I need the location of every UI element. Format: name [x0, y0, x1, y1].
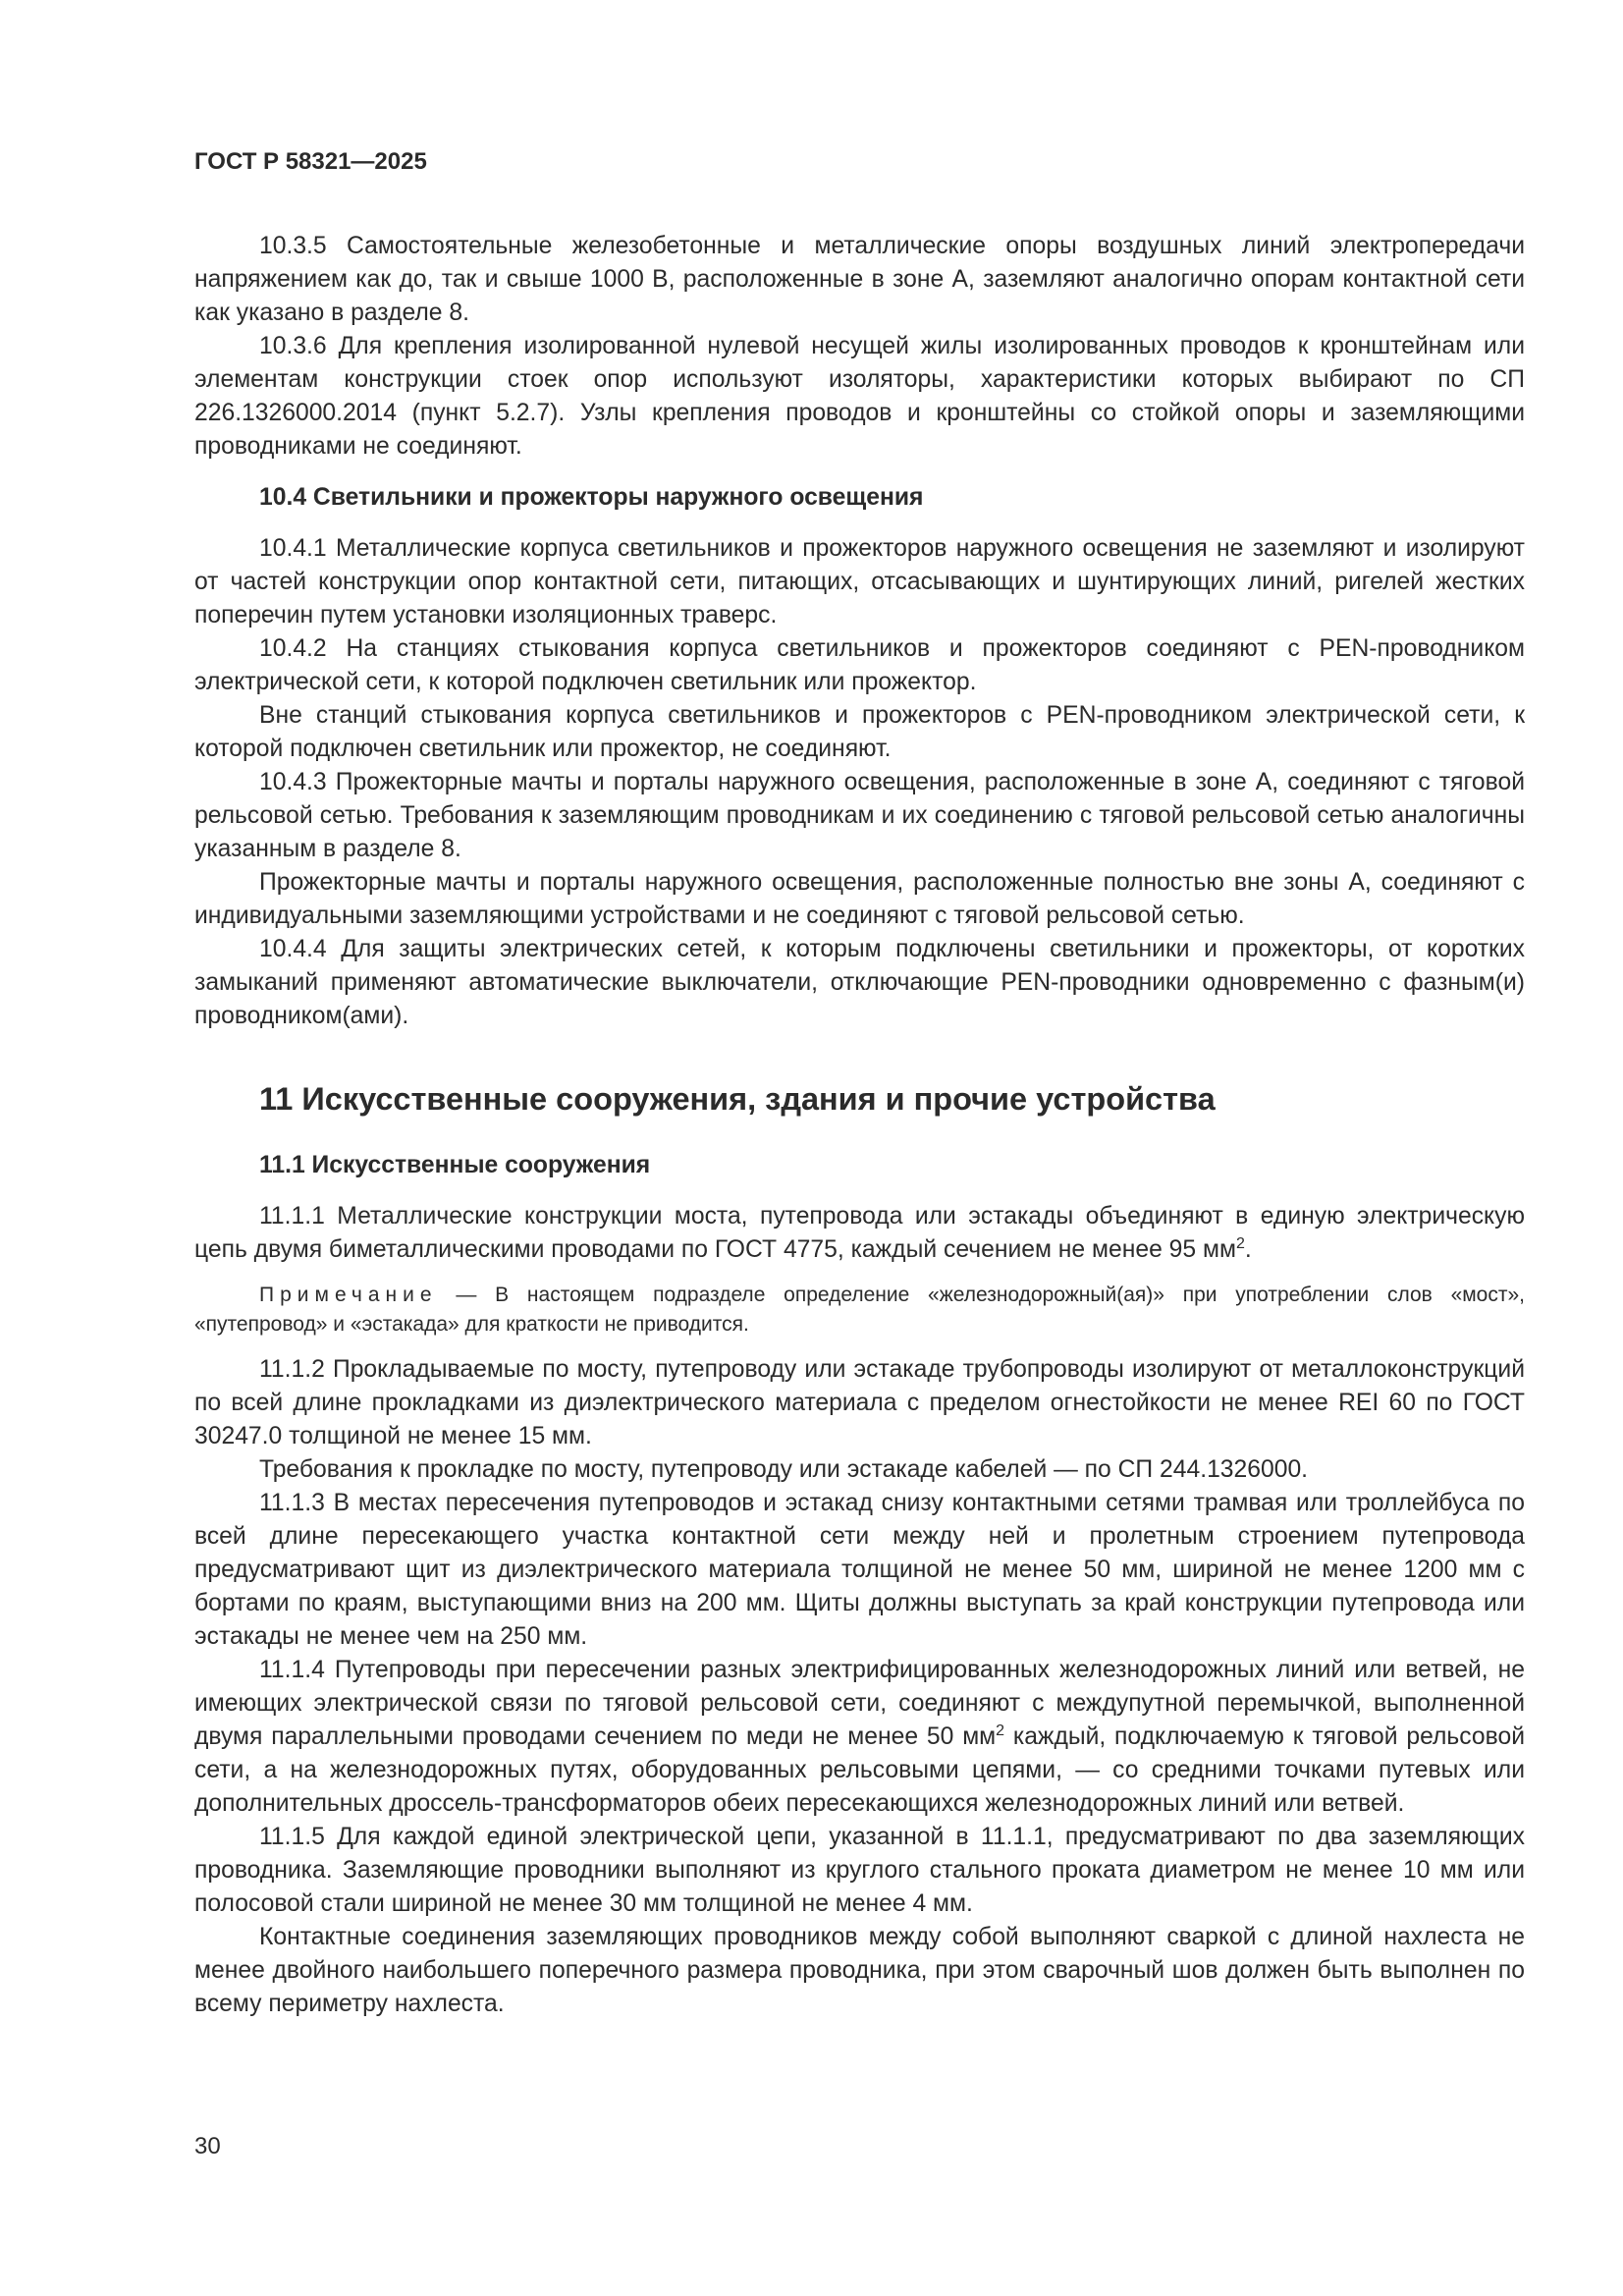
subsection-heading-11-1: 11.1 Искусственные сооружения — [259, 1152, 651, 1178]
paragraph-10-4-2: 10.4.2 На станциях стыкования корпуса светильников и прожекторов соединяют с PEN-проводником электрической сети, к которой подключен светильник или прожектор. — [194, 635, 1525, 695]
paragraph-11-1-2: 11.1.2 Прокладываемые по мосту, путепроводу или эстакаде трубопроводы изолируют от металлоконструкций по всей длине прокладками из диэлектрического материала с пределом огнестойкости не менее REI 60 по ГОСТ 30247.0 толщиной не менее 15 мм. — [194, 1356, 1525, 1449]
paragraph-11-1-4-text: 11.1.4 Путепроводы при пересечении разных электрифицированных железнодорожных линий или ветвей, не имеющих электрической связи по тяговой рельсовой сети, соединяют с междупутной перемычкой, выполненной двумя параллельными проводами сечением по меди не менее 50 мм — [194, 1657, 1525, 1750]
paragraph-10-3-5: 10.3.5 Самостоятельные железобетонные и металлические опоры воздушных линий электропередачи напряжением как до, так и свыше 1000 В, расположенные в зоне А, заземляют аналогично опорам контактной сети как указано в разделе 8. — [194, 233, 1525, 326]
paragraph-10-4-4: 10.4.4 Для защиты электрических сетей, к которым подключены светильники и прожекторы, от коротких замыканий применяют автоматические выключатели, отключающие PEN-проводники одновременно с фазным(и) проводником(ами). — [194, 936, 1525, 1029]
paragraph-11-1-4 — [194, 1654, 1525, 1821]
paragraph-11-1-1-text: 11.1.1 Металлические конструкции моста, путепровода или эстакады объединяют в единую электрическую цепь двумя биметаллическими проводами по ГОСТ 4775, каждый сечением не менее 95 мм — [194, 1203, 1525, 1263]
note-text: — В настоящем подразделе определение «железнодорожный(ая)» при употреблении слов «мост», «путепровод» и «эстакада» для краткости не приводится. — [194, 1284, 1525, 1336]
paragraph-11-1-1 — [194, 1200, 1525, 1267]
paragraph-11-1-5-continued: Контактные соединения заземляющих проводников между собой выполняют сваркой с длиной нахлеста не менее двойного наибольшего поперечного размера проводника, при этом сварочный шов должен быть выполнен по всему периметру нахлеста. — [194, 1924, 1525, 2017]
paragraph-10-4-3: 10.4.3 Прожекторные мачты и порталы наружного освещения, расположенные в зоне А, соединяют с тяговой рельсовой сетью. Требования к заземляющим проводникам и их соединению с тяговой рельсовой сетью аналогичны указанным в разделе 8. — [194, 769, 1525, 862]
note-label: Примечание — [259, 1284, 438, 1306]
paragraph-11-1-1-end: . — [1244, 1236, 1252, 1263]
superscript-squared: 2 — [1235, 1235, 1245, 1252]
paragraph-10-4-2-continued: Вне станций стыкования корпуса светильников и прожекторов с PEN-проводником электрической сети, к которой подключен светильник или прожектор, не соединяют. — [194, 702, 1525, 762]
section-heading-11: 11 Искусственные сооружения, здания и прочие устройства — [259, 1081, 1216, 1117]
paragraph-11-1-4-rest: каждый, подключаемую к тяговой рельсовой сети, а на железнодорожных путях, оборудованных рельсовыми цепями, — со средними точками путевых или дополнительных дроссель-трансформаторов обеих пересекающихся железнодорожных линий или ветвей. — [194, 1723, 1525, 1817]
page-number: 30 — [194, 2133, 221, 2159]
paragraph-11-1-3: 11.1.3 В местах пересечения путепроводов и эстакад снизу контактными сетями трамвая или троллейбуса по всей длине пересекающего участка контактной сети между ней и пролетным строением путепровода предусматривают щит из диэлектрического материала толщиной не менее 50 мм, шириной не менее 1200 мм с бортами по краям, выступающими вниз на 200 мм. Щиты должны выступать за край конструкции путепровода или эстакады не менее чем на 250 мм. — [194, 1490, 1525, 1650]
document-code-header: ГОСТ Р 58321—2025 — [194, 148, 427, 175]
note-block — [194, 1281, 1525, 1339]
paragraph-10-4-1: 10.4.1 Металлические корпуса светильников и прожекторов наружного освещения не заземляют и изолируют от частей конструкции опор контактной сети, питающих, отсасывающих и шунтирующих линий, ригелей жестких поперечин путем установки изоляционных траверс. — [194, 535, 1525, 629]
paragraph-10-3-6: 10.3.6 Для крепления изолированной нулевой несущей жилы изолированных проводов к кронштейнам или элементам конструкции стоек опор используют изоляторы, характеристики которых выбирают по СП 226.1326000.2014 (пункт 5.2.7). Узлы крепления проводов и кронштейны со стойкой опоры и заземляющими проводниками не соединяют. — [194, 333, 1525, 460]
document-page — [194, 147, 1525, 2021]
paragraph-11-1-5: 11.1.5 Для каждой единой электрической цепи, указанной в 11.1.1, предусматривают по два заземляющих проводника. Заземляющие проводники выполняют из круглого стального проката диаметром не менее 10 мм или полосовой стали шириной не менее 30 мм толщиной не менее 4 мм. — [194, 1824, 1525, 1917]
subsection-heading-10-4: 10.4 Светильники и прожекторы наружного освещения — [259, 484, 924, 511]
paragraph-11-1-2-continued: Требования к прокладке по мосту, путепроводу или эстакаде кабелей — по СП 244.1326000. — [259, 1456, 1309, 1483]
paragraph-10-4-3-continued: Прожекторные мачты и порталы наружного освещения, расположенные полностью вне зоны А, соединяют с индивидуальными заземляющими устройствами и не соединяют с тяговой рельсовой сетью. — [194, 869, 1525, 929]
superscript-squared: 2 — [996, 1722, 1005, 1739]
